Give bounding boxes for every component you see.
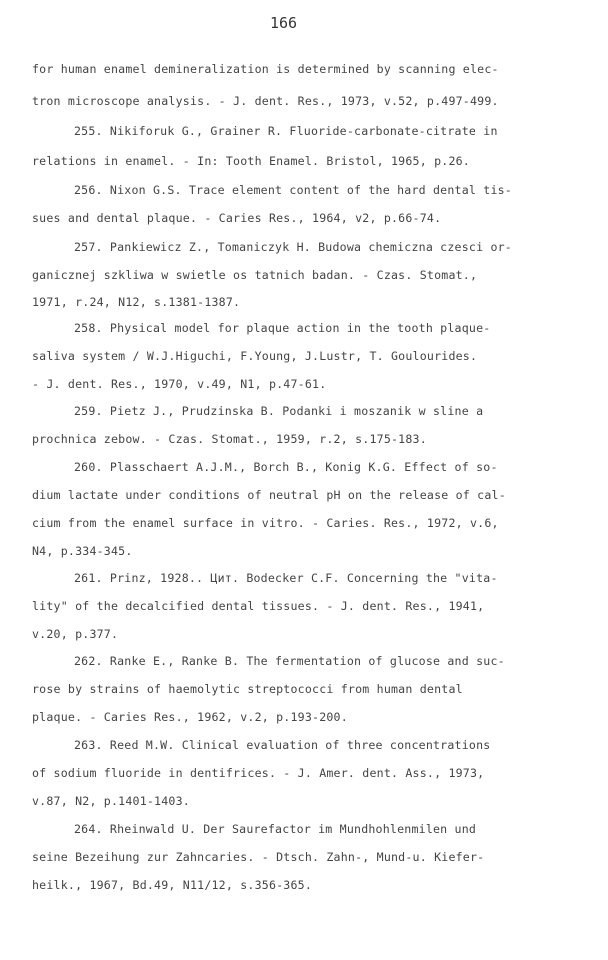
reference-line: v.20, p.377. xyxy=(32,627,119,641)
reference-line: 262. Ranke E., Ranke B. The fermentation of glucose and suc- xyxy=(74,654,505,668)
reference-line: 256. Nixon G.S. Trace element content of the hard dental tis- xyxy=(74,183,512,197)
reference-line: saliva system / W.J.Higuchi, F.Young, J.Lustr, T. Goulourides. xyxy=(32,349,478,363)
reference-line: seine Bezeihung zur Zahncaries. - Dtsch. Zahn-, Mund-u. Kiefer- xyxy=(32,850,485,864)
reference-line: 264. Rheinwald U. Der Saurefactor im Mundhohlenmilen und xyxy=(74,822,477,836)
reference-line: 260. Plasschaert A.J.M., Borch B., Konig K.G. Effect of so- xyxy=(74,460,498,474)
reference-line: prochnica zebow. - Czas. Stomat., 1959, r.2, s.175-183. xyxy=(32,432,427,446)
reference-line: v.87, N2, p.1401-1403. xyxy=(32,794,190,808)
reference-line: sues and dental plaque. - Caries Res., 1964, v2, p.66-74. xyxy=(32,211,442,225)
reference-line: N4, p.334-345. xyxy=(32,544,133,558)
reference-line: 1971, r.24, N12, s.1381-1387. xyxy=(32,295,241,309)
reference-line: dium lactate under conditions of neutral pH on the release of cal- xyxy=(32,488,506,502)
reference-line: 258. Physical model for plaque action in the tooth plaque- xyxy=(74,321,491,335)
reference-line: 259. Pietz J., Prudzinska B. Podanki i moszanik w sline a xyxy=(74,404,484,418)
reference-line: ganicznej szkliwa w swietle os tatnich badan. - Czas. Stomat., xyxy=(32,268,478,282)
reference-line: plaque. - Caries Res., 1962, v.2, p.193-200. xyxy=(32,710,348,724)
reference-line: 261. Prinz, 1928.. Цит. Bodecker C.F. Concerning the "vita- xyxy=(74,571,498,585)
reference-line: cium from the enamel surface in vitro. - Caries. Res., 1972, v.6, xyxy=(32,516,499,530)
reference-line: rose by strains of haemolytic streptococci from human dental xyxy=(32,682,463,696)
reference-line: tron microscope analysis. - J. dent. Res., 1973, v.52, p.497-499. xyxy=(32,94,499,108)
reference-line: heilk., 1967, Bd.49, N11/12, s.356-365. xyxy=(32,878,313,892)
page-number: 166 xyxy=(270,14,298,32)
reference-line: lity" of the decalcified dental tissues. - J. dent. Res., 1941, xyxy=(32,599,485,613)
reference-line: for human enamel demineralization is determined by scanning elec- xyxy=(32,62,499,76)
reference-line: - J. dent. Res., 1970, v.49, N1, p.47-61. xyxy=(32,377,327,391)
reference-line: 263. Reed M.W. Clinical evaluation of three concentrations xyxy=(74,738,491,752)
reference-line: relations in enamel. - In: Tooth Enamel. Bristol, 1965, p.26. xyxy=(32,154,470,168)
reference-line: 257. Pankiewicz Z., Tomaniczyk H. Budowa chemiczna czesci or- xyxy=(74,240,512,254)
reference-line: of sodium fluoride in dentifrices. - J. Amer. dent. Ass., 1973, xyxy=(32,766,485,780)
reference-line: 255. Nikiforuk G., Grainer R. Fluoride-carbonate-citrate in xyxy=(74,124,498,138)
